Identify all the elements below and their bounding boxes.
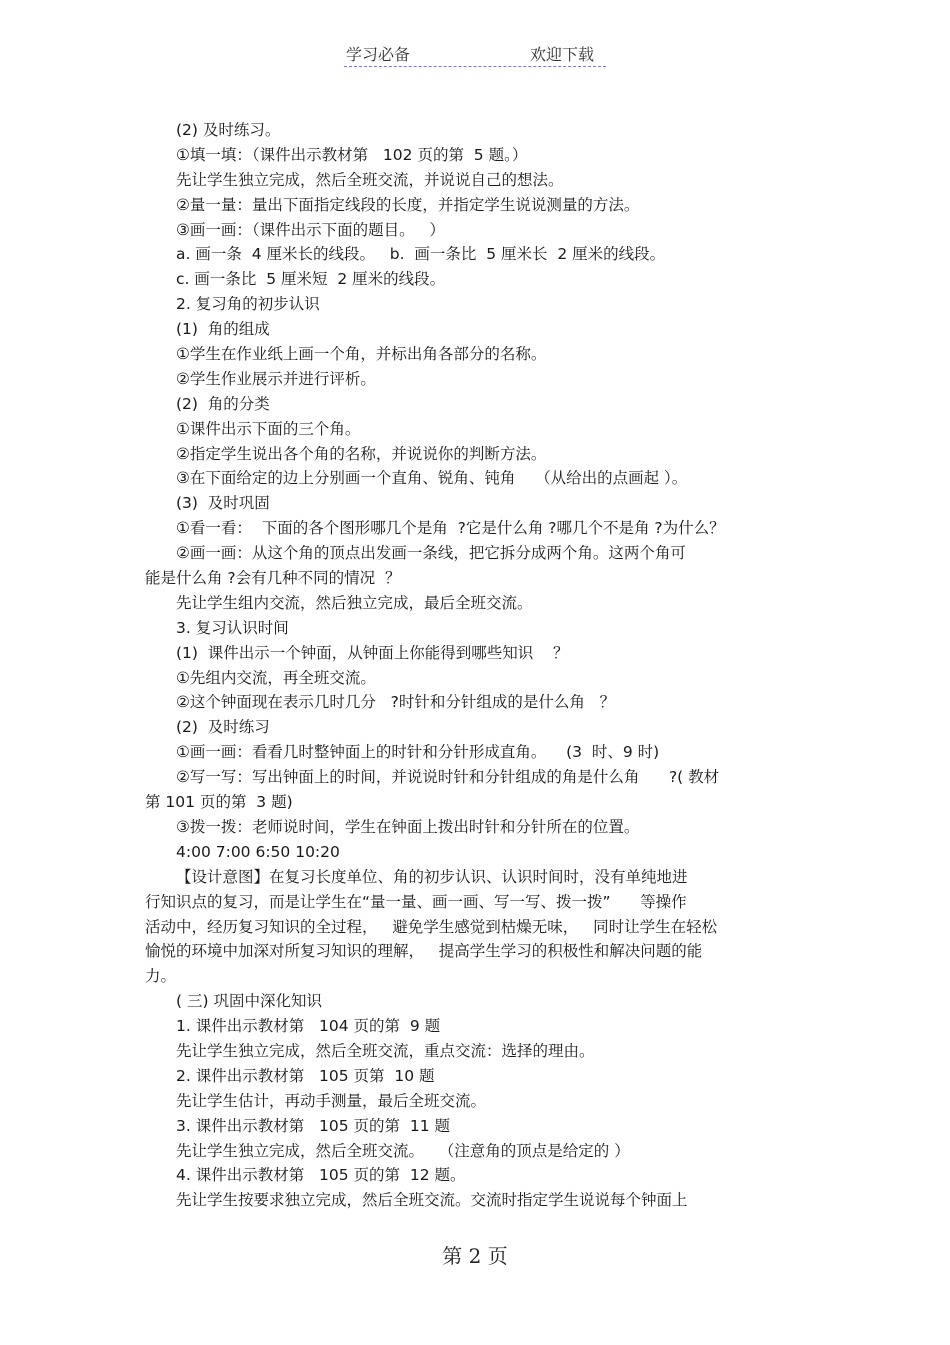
body-line: ②指定学生说出各个角的名称，并说说你的判断方法。 [176,444,547,463]
body-line: ②这个钟面现在表示几时几分 ?时针和分针组成的是什么角 ？ [176,693,616,712]
body-line: (3) 及时巩固 [176,494,270,513]
design-intent-line: 力。 [145,967,177,986]
design-intent-line: 【设计意图】在复习长度单位、角的初步认识、认识时间时，没有单纯地进 [176,867,688,886]
section-heading: 3. 复习认识时间 [176,618,289,637]
body-line: ②画一画：从这个角的顶点出发画一条线，把它拆分成两个角。这两个角可 [176,544,686,563]
body-line: 先让学生组内交流，然后独立完成，最后全班交流。 [176,593,533,612]
body-line: c. 画一条比 5 厘米短 2 厘米的线段。 [176,270,446,289]
body-line: ③拨一拨：老师说时间，学生在钟面上拨出时针和分针所在的位置。 [176,817,640,836]
design-intent-line: 行知识点的复习，而是让学生在“量一量、画一画、写一写、拨一拨” 等操作 [145,892,687,911]
body-line: 先让学生独立完成，然后全班交流，并说说自己的想法。 [176,170,564,189]
body-line: ③在下面给定的边上分别画一个直角、锐角、钝角 （从给出的点画起 ）。 [176,469,688,488]
body-line: ②量一量：量出下面指定线段的长度，并指定学生说说测量的方法。 [176,195,640,214]
page-number: 第 2 页 [442,1244,508,1268]
body-line: ①看一看： 下面的各个图形哪几个是角 ?它是什么角 ?哪几个不是角 ?为什么？ [176,519,725,538]
body-line: a. 画一条 4 厘米长的线段。 b. 画一条比 5 厘米长 2 厘米的线段。 [176,245,666,264]
body-line: 先让学生按要求独立完成，然后全班交流。交流时指定学生说说每个钟面上 [176,1191,688,1210]
body-line: ③画一画：（课件出示下面的题目。 ） [176,220,445,239]
body-line: ①画一画：看看几时整钟面上的时针和分针形成直角。 (3 时、9 时) [176,743,660,762]
body-line: ①填一填：（课件出示教材第 102 页的第 5 题。） [176,145,528,164]
header-right-text: 欢迎下载 [530,45,595,64]
body-line: ②写一写：写出钟面上的时间，并说说时针和分针组成的角是什么角 ?( 教材 [176,768,720,787]
body-line: ②学生作业展示并进行评析。 [176,369,376,388]
header-left-text: 学习必备 [346,45,411,64]
body-line: 先让学生独立完成，然后全班交流。 （注意角的顶点是给定的 ） [176,1141,630,1160]
body-line: 能是什么角 ?会有几种不同的情况 ？ [145,569,401,588]
body-line: (2) 角的分类 [176,394,270,413]
page-header [344,40,606,67]
document-body [145,118,825,1213]
body-line: (1) 角的组成 [176,320,270,339]
body-line: ①课件出示下面的三个角。 [176,419,361,438]
section-heading: ( 三) 巩固中深化知识 [176,992,322,1011]
body-line: (2) 及时练习 [176,718,270,737]
body-line: ①先组内交流，再全班交流。 [176,668,376,687]
body-line: 1. 课件出示教材第 104 页的第 9 题 [176,1017,441,1036]
design-intent-line: 活动中，经历复习知识的全过程， 避免学生感觉到枯燥无味， 同时让学生在轻松 [145,917,718,936]
body-line: (2) 及时练习。 [176,121,281,139]
body-line: 第 101 页的第 3 题) [145,793,293,812]
time-list: 4:00 7:00 6:50 10:20 [176,842,340,861]
body-line: 4. 课件出示教材第 105 页的第 12 题。 [176,1166,466,1185]
design-intent-line: 愉悦的环境中加深对所复习知识的理解， 提高学生学习的积极性和解决问题的能 [145,942,703,961]
body-line: ①学生在作业纸上画一个角，并标出角各部分的名称。 [176,345,547,364]
body-line: 2. 课件出示教材第 105 页第 10 题 [176,1066,435,1085]
body-line: (1) 课件出示一个钟面，从钟面上你能得到哪些知识 ？ [176,643,569,662]
section-heading: 2. 复习角的初步认识 [176,295,320,314]
body-line: 3. 课件出示教材第 105 页的第 11 题 [176,1116,451,1135]
body-line: 先让学生独立完成，然后全班交流，重点交流：选择的理由。 [176,1041,595,1060]
body-line: 先让学生估计，再动手测量，最后全班交流。 [176,1091,487,1110]
